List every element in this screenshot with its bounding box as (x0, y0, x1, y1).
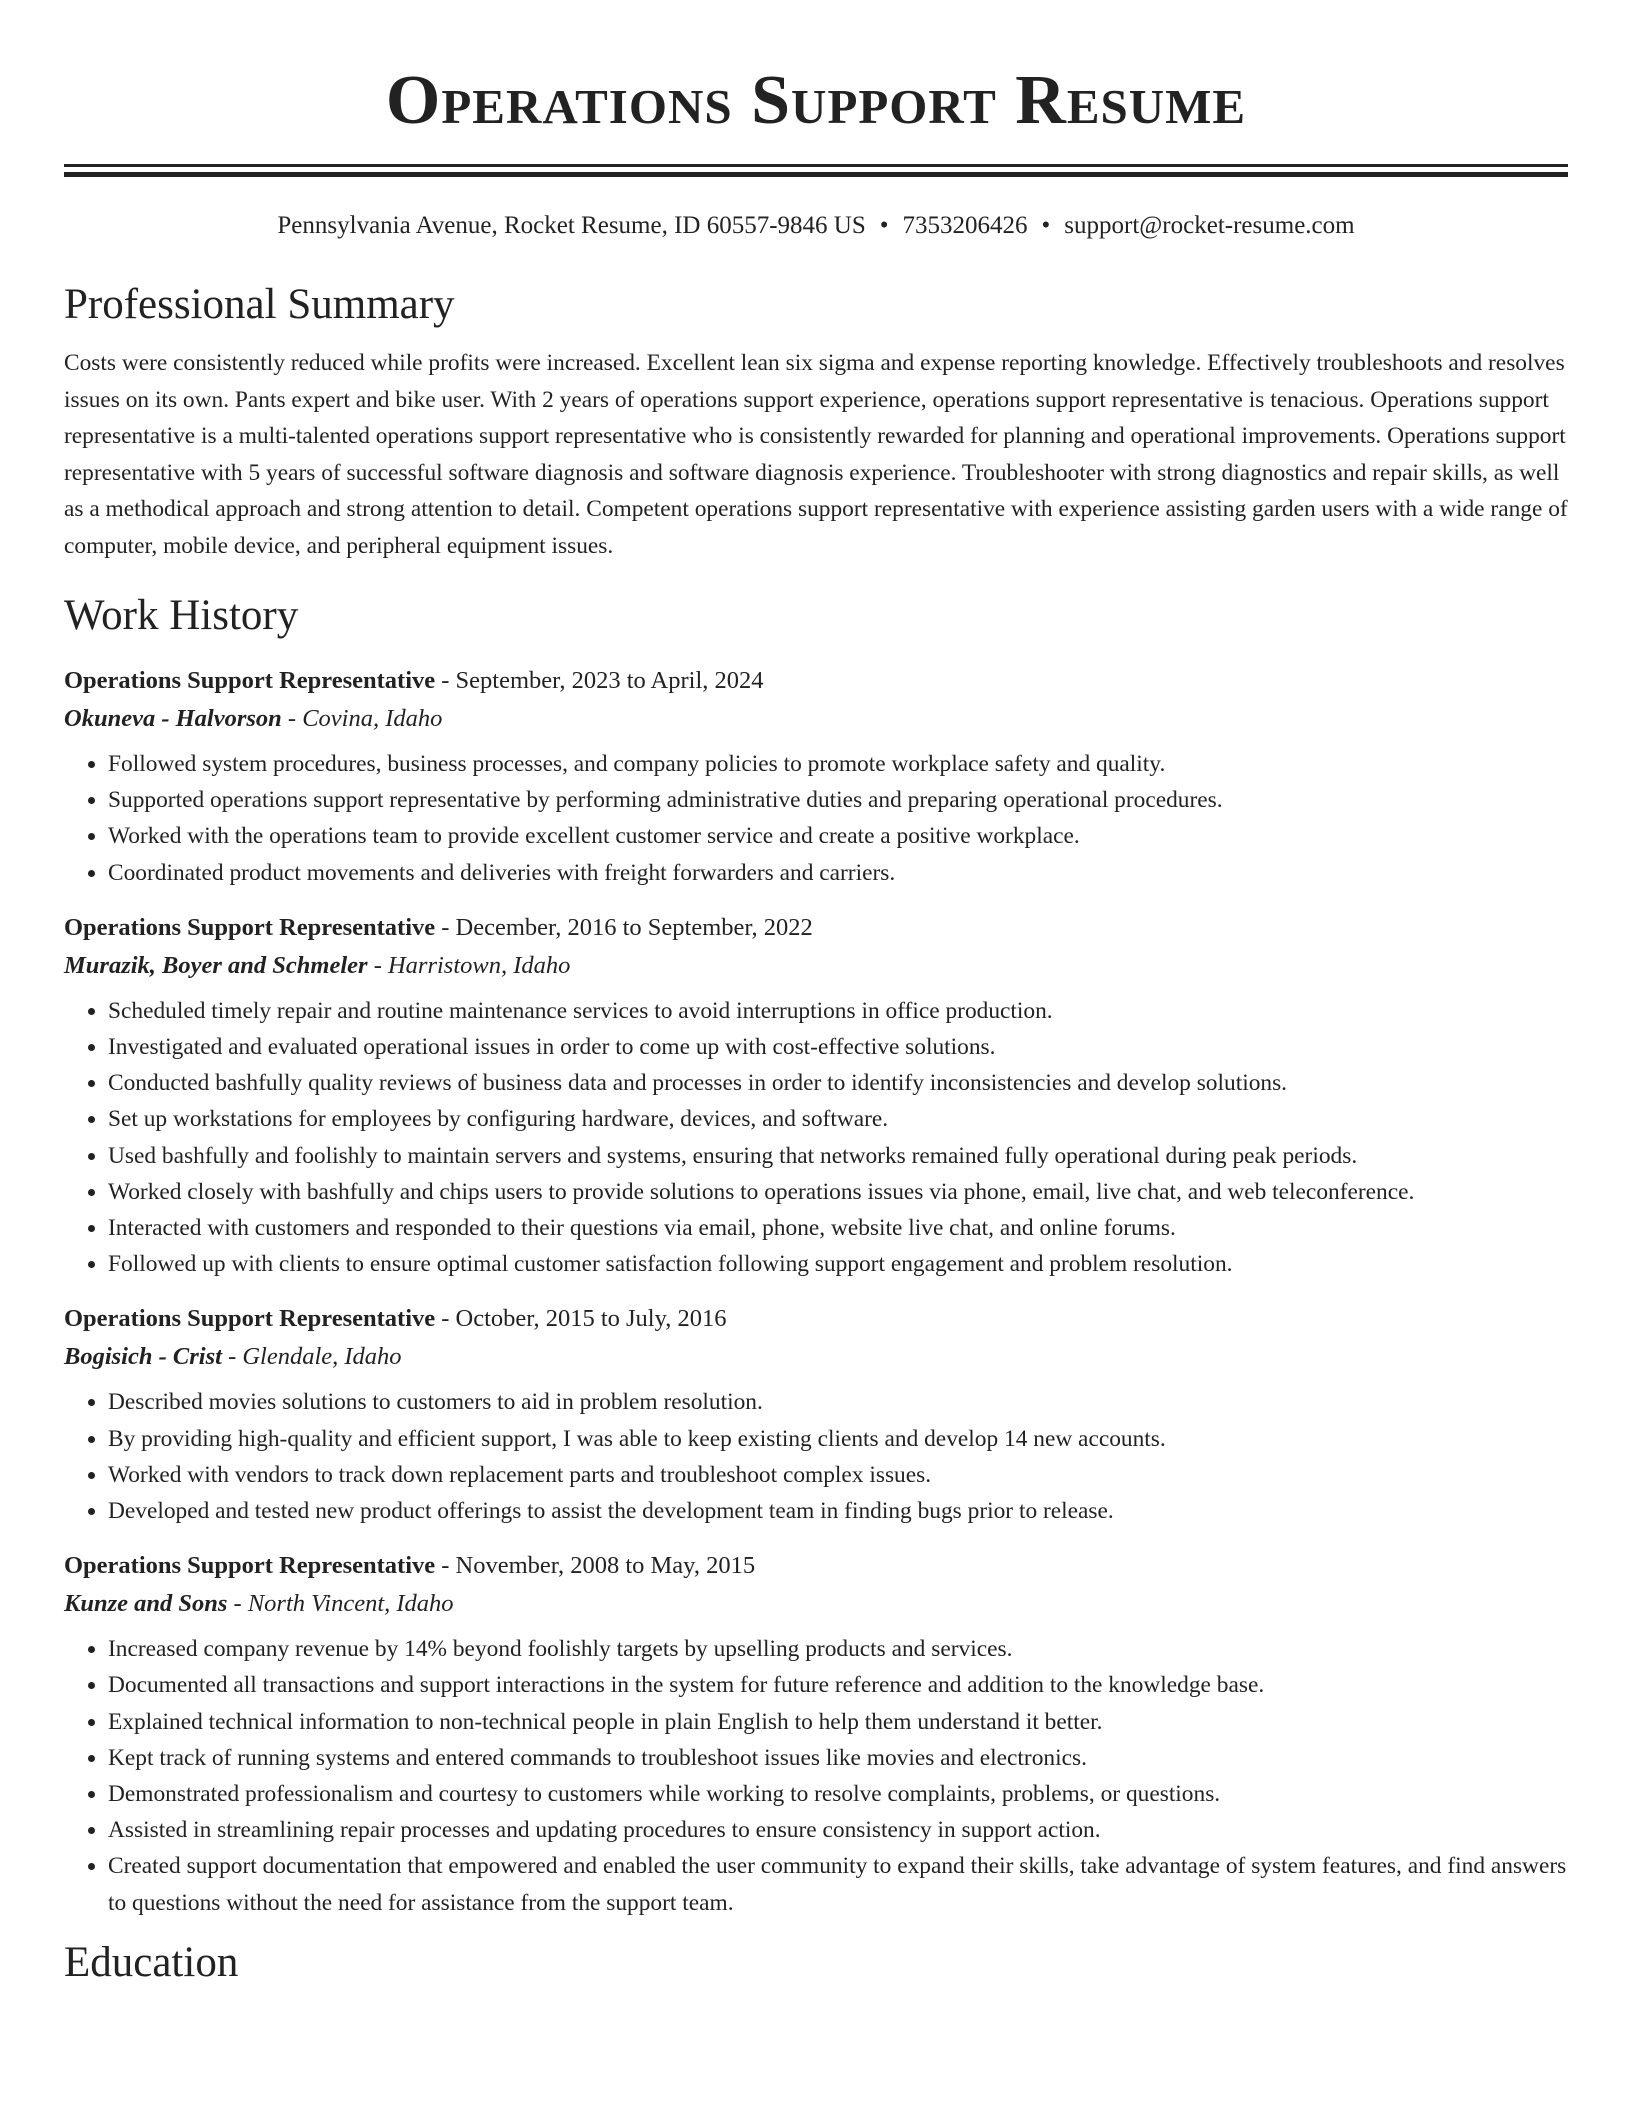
contact-line (64, 211, 1568, 241)
job-company-line (64, 947, 1568, 985)
job-bullet-item: • Coordinated product movements and deliveries with freight forwarders and carriers. (108, 855, 1568, 891)
title-rule-thick (64, 172, 1568, 177)
job-bullet-item: • Investigated and evaluated operational issues in order to come up with cost-effective solutions. (108, 1029, 1568, 1065)
education-heading: Education (64, 1938, 239, 1986)
job-bullets (64, 1631, 1568, 1921)
job-role: Operations Support Representative (64, 667, 436, 694)
job-role: Operations Support Representative (64, 1305, 436, 1333)
job-dates: - December, 2016 to September, 2022 (435, 913, 813, 941)
job-title-line (64, 662, 1568, 700)
job-bullet-item: • Interacted with customers and responded to their questions via email, phone, website live chat, and online forums. (108, 1210, 1568, 1246)
job-bullet-item: • Explained technical information to non-technical people in plain English to help them understand it better. (108, 1704, 1568, 1740)
job-entry (64, 1300, 1568, 1529)
job-bullet-item: • Assisted in streamlining repair processes and updating procedures to ensure consistency in support action. (108, 1812, 1568, 1848)
job-dates: - November, 2008 to May, 2015 (435, 1552, 756, 1580)
job-company-line (64, 700, 1568, 738)
page-title: Operations Support Resume (385, 62, 1247, 139)
contact-separator: • (879, 212, 889, 239)
job-bullet-item: • Worked closely with bashfully and chips users to provide solutions to operations issues via phone, email, live chat, and web teleconference. (108, 1174, 1568, 1210)
job-bullet-item: • Developed and tested new product offerings to assist the development team in finding bugs prior to release. (108, 1493, 1568, 1529)
job-bullet-item: • Scheduled timely repair and routine maintenance services to avoid interruptions in office production. (108, 993, 1568, 1029)
job-title-line (64, 1300, 1568, 1338)
job-bullet-item: • Created support documentation that empowered and enabled the user community to expand their skills, take advantage of system features, and find answers to questions without the need for assistance from the support team. (108, 1848, 1568, 1920)
job-location: - Harristown, Idaho (367, 951, 571, 979)
job-bullets (64, 993, 1568, 1283)
job-bullet-item: • Demonstrated professionalism and courtesy to customers while working to resolve complaints, problems, or questions. (108, 1776, 1568, 1812)
contact-email: support@rocket-resume.com (1064, 212, 1355, 239)
job-dates: - September, 2023 to April, 2024 (435, 667, 764, 694)
job-company: Okuneva - Halvorson (64, 705, 282, 732)
job-bullets (64, 746, 1568, 891)
job-entry (64, 662, 1568, 891)
contact-phone: 7353206426 (902, 212, 1028, 239)
summary-text: Costs were consistently reduced while profits were increased. Excellent lean six sigma and expense reporting knowledge. Effectively troubleshoots and resolves issues on its own. Pants expert and bike user. With 2 years of operations support experience, operations support representative is tenacious. Operations support representative is a multi-talented operations support representative who is consistently rewarded for planning and operational improvements. Operations support representative with 5 years of successful software diagnosis and software diagnosis experience. Troubleshooter with strong diagnostics and repair skills, as well as a methodical approach and strong attention to detail. Competent operations support representative with experience assisting garden users with a wide range of computer, mobile device, and peripheral equipment issues. (64, 350, 1568, 559)
job-location: - Glendale, Idaho (221, 1343, 402, 1371)
work-history-heading: Work History (64, 592, 299, 639)
job-bullet-item: • Described movies solutions to customers to aid in problem resolution. (108, 1384, 1568, 1420)
job-bullet-item: • Worked with vendors to track down replacement parts and troubleshoot complex issues. (108, 1457, 1568, 1493)
job-location: - Covina, Idaho (281, 705, 443, 732)
work-history-list (64, 662, 1568, 1921)
job-role: Operations Support Representative (64, 913, 436, 941)
job-bullet-item: • Worked with the operations team to provide excellent customer service and create a positive workplace. (108, 818, 1568, 854)
contact-separator: • (1041, 212, 1051, 239)
job-role: Operations Support Representative (64, 1552, 436, 1580)
job-bullet-item: • Set up workstations for employees by configuring hardware, devices, and software. (108, 1101, 1568, 1137)
job-company-line (64, 1585, 1568, 1623)
job-bullet-item: • Kept track of running systems and entered commands to troubleshoot issues like movies and electronics. (108, 1740, 1568, 1776)
job-company: Bogisich - Crist (64, 1343, 222, 1371)
job-bullet-item: • Increased company revenue by 14% beyond foolishly targets by upselling products and services. (108, 1631, 1568, 1667)
job-bullet-item: • Followed up with clients to ensure optimal customer satisfaction following support engagement and problem resolution. (108, 1246, 1568, 1282)
job-entry (64, 1547, 1568, 1921)
job-title-line (64, 909, 1568, 947)
resume-page (64, 0, 1568, 1989)
job-title-line (64, 1547, 1568, 1585)
job-company: Murazik, Boyer and Schmeler (64, 951, 368, 979)
job-bullet-item: • Used bashfully and foolishly to maintain servers and systems, ensuring that networks remained fully operational during peak periods. (108, 1138, 1568, 1174)
title-rule-thin (64, 164, 1568, 167)
job-location: - North Vincent, Idaho (227, 1590, 454, 1618)
job-dates: - October, 2015 to July, 2016 (435, 1305, 727, 1333)
job-company: Kunze and Sons (64, 1590, 228, 1618)
job-company-line (64, 1338, 1568, 1376)
job-bullet-item: • Supported operations support representative by performing administrative duties and preparing operational procedures. (108, 782, 1568, 818)
job-bullets (64, 1384, 1568, 1529)
job-entry (64, 909, 1568, 1283)
job-bullet-item: • Documented all transactions and support interactions in the system for future reference and addition to the knowledge base. (108, 1667, 1568, 1703)
contact-address: Pennsylvania Avenue, Rocket Resume, ID 60557-9846 US (277, 212, 866, 239)
job-bullet-item: • By providing high-quality and efficient support, I was able to keep existing clients and develop 14 new accounts. (108, 1421, 1568, 1457)
summary-heading: Professional Summary (64, 281, 455, 328)
job-bullet-item: • Followed system procedures, business processes, and company policies to promote workplace safety and quality. (108, 746, 1568, 782)
job-bullet-item: • Conducted bashfully quality reviews of business data and processes in order to identify inconsistencies and develop solutions. (108, 1065, 1568, 1101)
